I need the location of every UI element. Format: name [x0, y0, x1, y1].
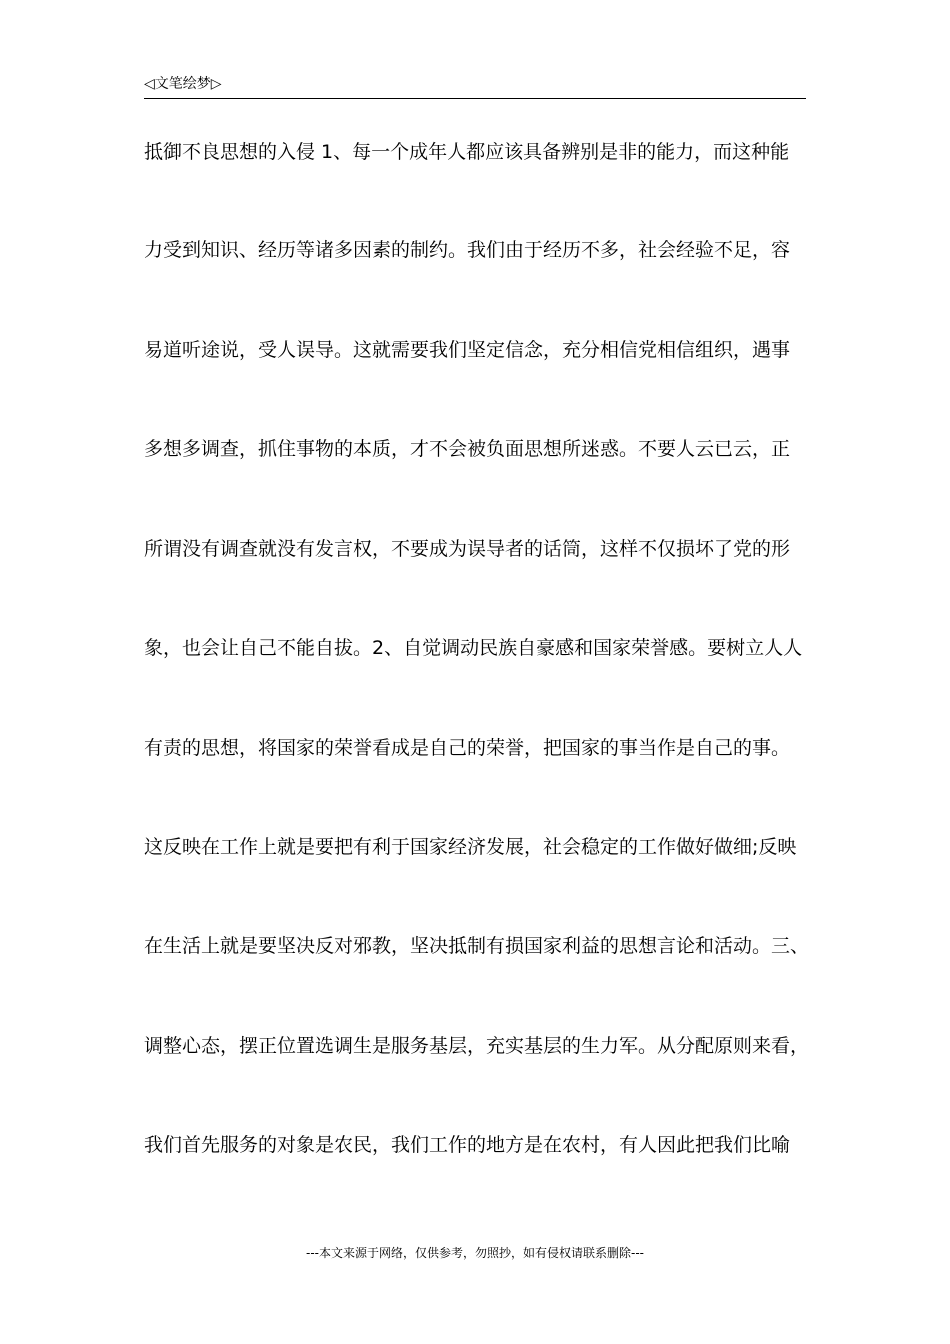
page-footer: ---本文来源于网络，仅供参考，勿照抄，如有侵权请联系删除---	[306, 1246, 644, 1260]
body-line: 我们首先服务的对象是农民，我们工作的地方是在农村，有人因此把我们比喻	[144, 1134, 791, 1156]
body-line: 象，也会让自己不能自拔。2、自觉调动民族自豪感和国家荣誉感。要树立人人	[144, 637, 803, 659]
body-line: 所谓没有调查就没有发言权，不要成为误导者的话筒，这样不仅损坏了党的形	[144, 538, 791, 560]
body-line: 有责的思想，将国家的荣誉看成是自己的荣誉，把国家的事当作是自己的事。	[144, 737, 791, 759]
body-line: 在生活上就是要坚决反对邪教，坚决抵制有损国家利益的思想言论和活动。三、	[144, 935, 810, 957]
body-line: 多想多调查，抓住事物的本质，才不会被负面思想所迷惑。不要人云已云，正	[144, 438, 791, 460]
body-line: 抵御不良思想的入侵 1、每一个成年人都应该具备辨别是非的能力，而这种能	[144, 141, 790, 163]
body-line: 力受到知识、经历等诸多因素的制约。我们由于经历不多，社会经验不足，容	[144, 239, 791, 261]
header-title: ◁文笔绘梦▷	[144, 76, 222, 92]
body-line: 易道听途说，受人误导。这就需要我们坚定信念，充分相信党相信组织，遇事	[144, 339, 791, 361]
body-line: 调整心态，摆正位置选调生是服务基层，充实基层的生力军。从分配原则来看，	[144, 1035, 810, 1057]
body-line: 这反映在工作上就是要把有利于国家经济发展，社会稳定的工作做好做细;反映	[144, 836, 797, 858]
page-header	[144, 74, 806, 99]
